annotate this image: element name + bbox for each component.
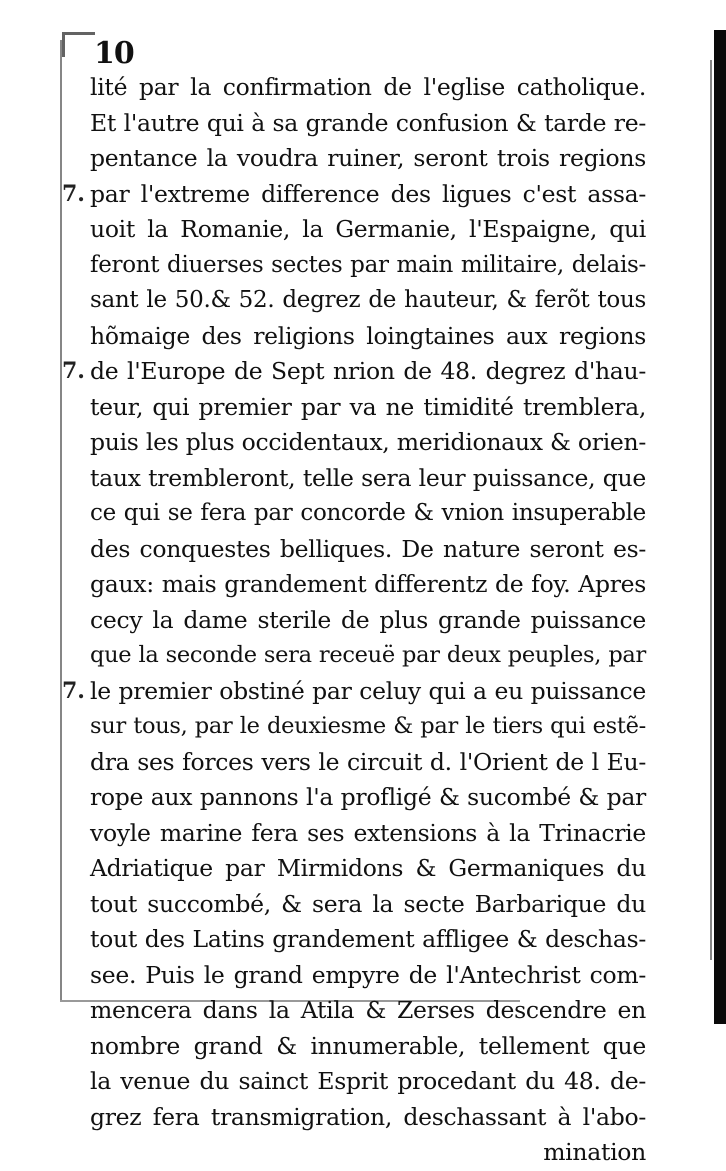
- binding-shadow: [710, 60, 712, 960]
- text-line: tout des Latins grandement affligee & deschas-: [90, 925, 646, 953]
- text-line: le premier obstiné par celuy qui a eu puissance: [90, 676, 646, 705]
- text-line: voyle marine fera ses extensions à la Trinacrie: [90, 818, 646, 847]
- text-line: gaux: mais grandement differentz de foy. Apres: [90, 570, 646, 598]
- margin-mark: 7.: [62, 180, 85, 207]
- text-line: la venue du sainct Esprit procedant du 48. de-: [90, 1067, 646, 1095]
- text-line: Et l'autre qui à sa grande confusion & tarde re-: [90, 108, 646, 137]
- text-line: rope aux pannons l'a profligé & sucombé & par: [90, 783, 646, 811]
- text-line: mination: [543, 1138, 646, 1166]
- text-line: sur tous, par le deuxiesme & par le tiers qui estẽ-: [90, 713, 646, 739]
- text-line: puis les plus occidentaux, meridionaux & orien-: [90, 428, 646, 456]
- text-line: taux trembleront, telle sera leur puissance, que: [90, 463, 646, 492]
- text-line: sant le 50.& 52. degrez de hauteur, & ferõt tous: [90, 287, 646, 313]
- text-line: teur, qui premier par va ne timidité tremblera,: [90, 392, 646, 421]
- body-text: [90, 70, 646, 1171]
- margin-mark: 7.: [62, 358, 85, 384]
- text-line: que la seconde sera receuë par deux peuples, par: [90, 642, 646, 668]
- text-line: lité par la confirmation de l'eglise catholique.: [90, 73, 646, 101]
- text-line: Adriatique par Mirmidons & Germaniques du: [90, 854, 646, 882]
- text-line: hõmaige des religions loingtaines aux regions: [90, 321, 646, 350]
- binding-edge: [714, 30, 726, 1024]
- text-line: dra ses forces vers le circuit d. l'Orient de l Eu-: [90, 747, 646, 776]
- text-line: see. Puis le grand empyre de l'Antechrist com-: [90, 960, 646, 989]
- text-line: cecy la dame sterile de plus grande puissance: [90, 605, 646, 634]
- margin-mark: 7.: [62, 677, 85, 704]
- text-line: de l'Europe de Sept nrion de 48. degrez d'hau-: [90, 357, 646, 385]
- text-line: par l'extreme difference des ligues c'est assa-: [90, 179, 646, 208]
- text-line: mencera dans la Atila & Zerses descendre en: [90, 996, 646, 1024]
- text-line: uoit la Romanie, la Germanie, l'Espaigne, qui: [90, 215, 646, 243]
- top-corner-mark: [62, 32, 95, 57]
- text-line: tout succombé, & sera la secte Barbarique du: [90, 889, 646, 918]
- text-line: nombre grand & innumerable, tellement que: [90, 1031, 646, 1060]
- text-line: ce qui se fera par concorde & vnion insuperable: [90, 500, 646, 526]
- text-line: des conquestes belliques. De nature seront es-: [90, 534, 646, 563]
- text-line: pentance la voudra ruiner, seront trois regions: [90, 144, 646, 172]
- text-line: feront diuerses sectes par main militaire, delais-: [90, 251, 646, 278]
- text-line: grez fera transmigration, deschassant à l'abo-: [90, 1102, 646, 1131]
- page-number: 10: [94, 36, 134, 71]
